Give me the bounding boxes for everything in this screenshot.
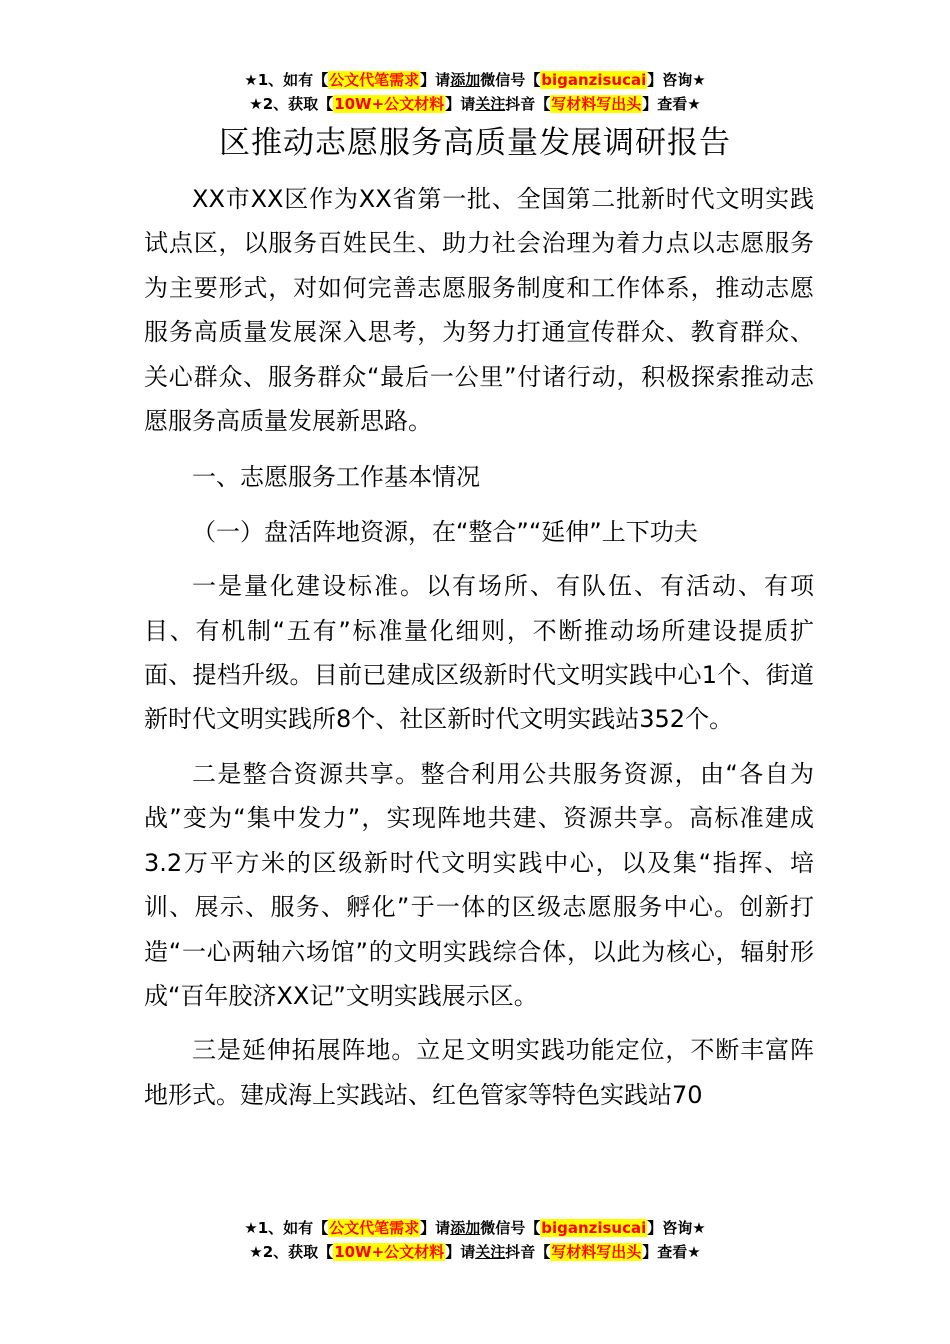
- subsection-heading: （一）盘活阵地资源，在“整合”“延伸”上下功夫: [192, 517, 698, 546]
- document-title: 区推动志愿服务高质量发展调研报告: [219, 125, 731, 161]
- highlight-douyin-account: 写材料写出头: [551, 95, 642, 113]
- section-heading: 一、志愿服务工作基本情况: [192, 463, 480, 492]
- document-body: [144, 177, 814, 1117]
- banner-line-2: ★2、获取【10W+公文材料】请关注抖音【写材料写出头】查看★: [249, 95, 701, 113]
- banner-line-1: ★1、如有【公文代笔需求】请添加微信号【biganzisucai】咨询★: [244, 1219, 706, 1237]
- header-banner: [0, 68, 950, 116]
- highlight-service: 公文代笔需求: [329, 1219, 420, 1237]
- highlight-materials: 10W+公文材料: [334, 95, 445, 113]
- highlight-service: 公文代笔需求: [329, 71, 420, 89]
- footer-banner: [0, 1216, 950, 1264]
- paragraph-resources: 二是整合资源共享。整合利用公共服务资源，由“各自为战”变为“集中发力”，实现阵地共建、资源共享。高标准建成3.2万平方米的区级新时代文明实践中心，以及集“指挥、培训、展示、服务、孵化”于一体的区级志愿服务中心。创新打造“一心两轴六场馆”的文明实践综合体，以此为核心，辐射形成“百年胶济XX记”文明实践展示区。: [144, 759, 814, 1010]
- highlight-wechat-id: biganzisucai: [541, 71, 647, 89]
- banner-line-1: ★1、如有【公文代笔需求】请添加微信号【biganzisucai】咨询★: [244, 71, 706, 89]
- paragraph-positions: 三是延伸拓展阵地。立足文明实践功能定位，不断丰富阵地形式。建成海上实践站、红色管家等特色实践站70: [144, 1036, 814, 1109]
- highlight-douyin-account: 写材料写出头: [551, 1243, 642, 1261]
- paragraph-standards: 一是量化建设标准。以有场所、有队伍、有活动、有项目、有机制“五有”标准量化细则，不断推动场所建设提质扩面、提档升级。目前已建成区级新时代文明实践中心1个、街道新时代文明实践所8个、社区新时代文明实践站352个。: [144, 572, 814, 734]
- banner-line-2: ★2、获取【10W+公文材料】请关注抖音【写材料写出头】查看★: [249, 1243, 701, 1261]
- intro-paragraph: XX市XX区作为XX省第一批、全国第二批新时代文明实践试点区，以服务百姓民生、助力社会治理为着力点以志愿服务为主要形式，对如何完善志愿服务制度和工作体系，推动志愿服务高质量发展深入思考，为努力打通宣传群众、教育群众、关心群众、服务群众“最后一公里”付诸行动，积极探索推动志愿服务高质量发展新思路。: [144, 185, 814, 436]
- highlight-wechat-id: biganzisucai: [541, 1219, 647, 1237]
- highlight-materials: 10W+公文材料: [334, 1243, 445, 1261]
